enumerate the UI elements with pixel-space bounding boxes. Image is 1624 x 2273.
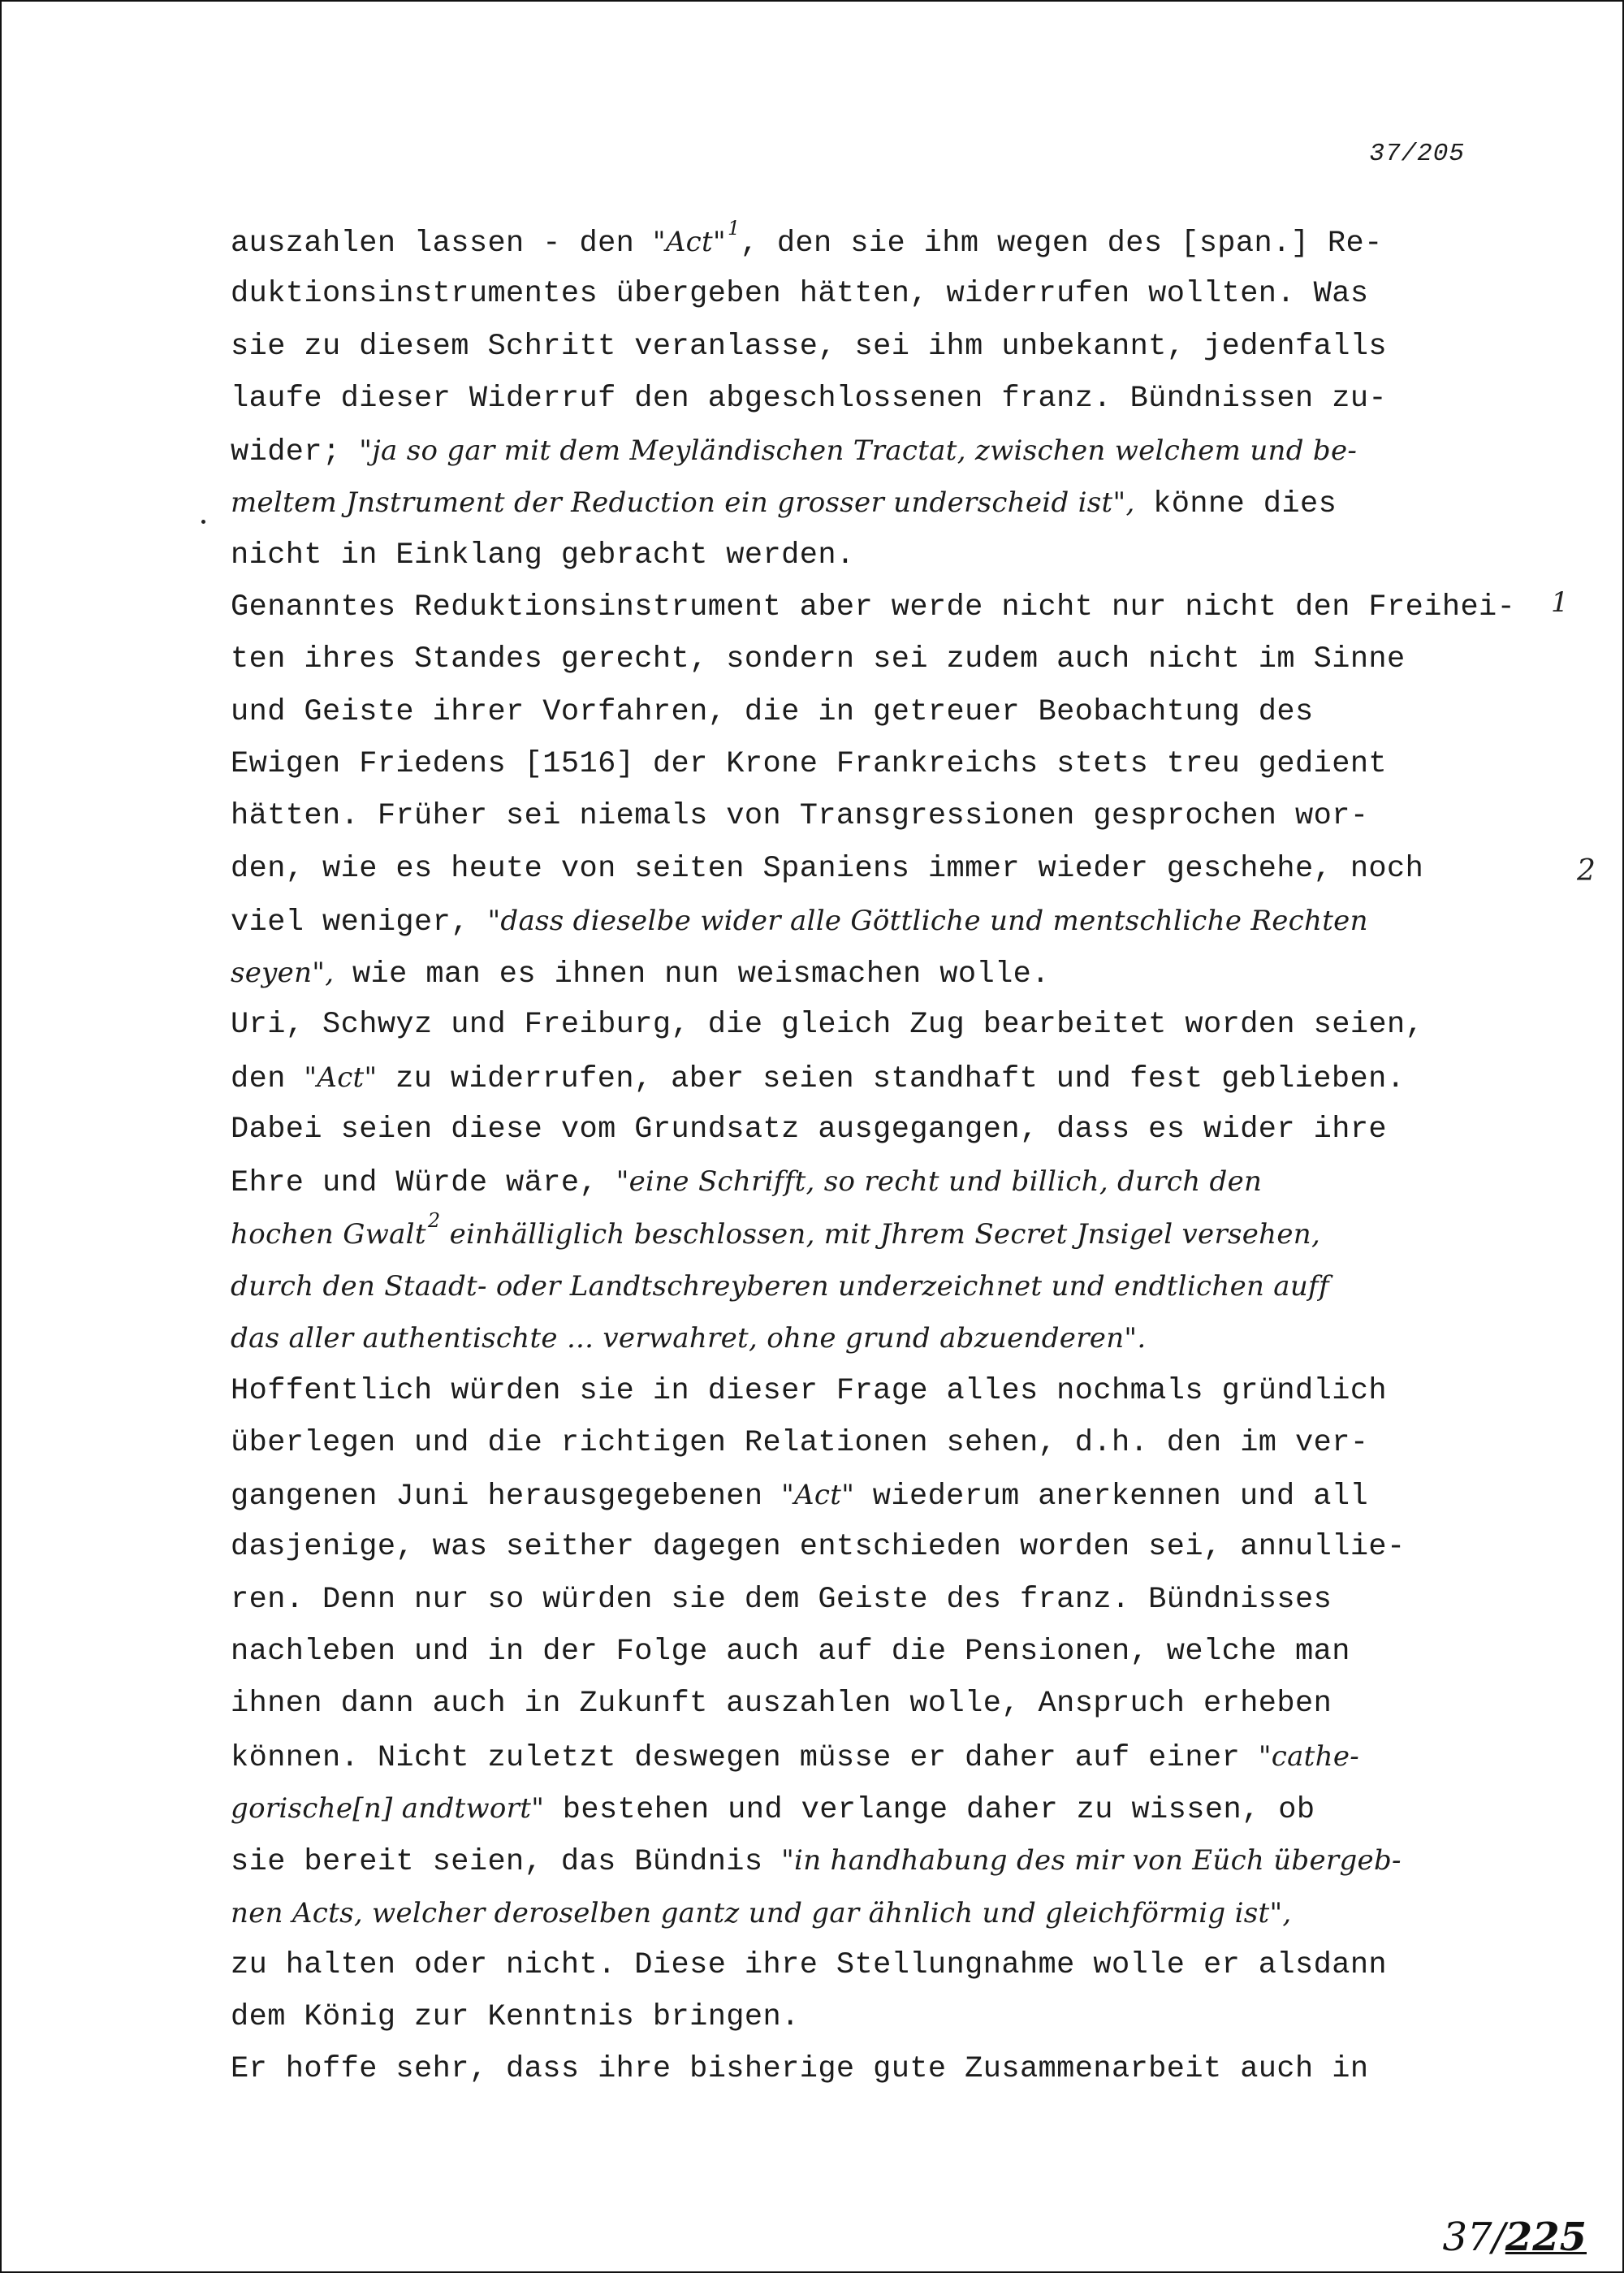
text-line: [231, 895, 1530, 947]
quoted-source-text: "in handhabung des mir von Eüch übergeb-: [781, 1844, 1402, 1878]
text-line: [231, 686, 1530, 738]
text-segment: Ewigen Friedens [1516] der Krone Frankreichs stets treu gedient: [231, 746, 1388, 781]
footnote-marker: 1: [727, 217, 741, 240]
folio-number: [1443, 2215, 1587, 2260]
text-line: [231, 947, 1530, 999]
text-segment: den, wie es heute von seiten Spaniens immer wieder geschehe, noch: [231, 851, 1424, 886]
folio-number-underlined: 225: [1505, 2215, 1587, 2260]
text-line: [231, 529, 1530, 581]
text-line: [231, 425, 1530, 477]
quoted-source-text: einhälliglich beschlossen, mit Jhrem Secret Jnsigel versehen,: [440, 1217, 1321, 1251]
text-segment: hätten. Früher sei niemals von Transgressionen gesprochen wor-: [231, 799, 1369, 834]
text-line: [231, 1104, 1530, 1156]
text-segment: nicht in Einklang gebracht werden.: [231, 538, 855, 573]
margin-note-1: 1: [1551, 586, 1569, 619]
folio-prefix: 37/: [1442, 2215, 1505, 2260]
text-line: [231, 268, 1530, 320]
text-line: [231, 999, 1530, 1051]
text-line: [231, 1731, 1530, 1783]
quoted-source-text: "dass dieselbe wider alle Göttliche und mentschliche Rechten: [487, 904, 1368, 937]
text-line: [231, 1052, 1530, 1104]
quoted-source-text: "Act": [304, 1061, 378, 1094]
text-line: [231, 1208, 1530, 1260]
text-line: [231, 1887, 1530, 1939]
text-segment: zu halten oder nicht. Diese ihre Stellungnahme wolle er alsdann: [231, 1947, 1388, 1982]
text-segment: gangenen Juni herausgegebenen: [231, 1480, 782, 1515]
quoted-source-text: hochen Gwalt: [231, 1217, 426, 1251]
text-line: [231, 321, 1530, 373]
text-line: [231, 633, 1530, 685]
text-line: [231, 581, 1530, 633]
text-line: [231, 477, 1530, 529]
footnote-marker: 2: [427, 1208, 441, 1232]
text-segment: Er hoffe sehr, dass ihre bisherige gute Zusammenarbeit auch in: [231, 2052, 1369, 2087]
text-segment: ren. Denn nur so würden sie dem Geiste des franz. Bündnisses: [231, 1582, 1332, 1617]
quoted-source-text: "eine Schrifft, so recht und billich, durch den: [615, 1165, 1263, 1199]
text-segment: Dabei seien diese vom Grundsatz ausgegangen, dass es wider ihre: [231, 1113, 1388, 1147]
text-line: [231, 1417, 1530, 1469]
margin-note-2: 2: [1577, 854, 1596, 888]
text-segment: ihnen dann auch in Zukunft auszahlen wolle, Anspruch erheben: [231, 1687, 1332, 1722]
text-segment: Genanntes Reduktionsinstrument aber werde nicht nur nicht den Freihei-: [231, 590, 1516, 625]
quoted-source-text: gorische[n] andtwort": [231, 1791, 545, 1825]
text-line: [231, 1260, 1530, 1312]
text-line: [231, 1834, 1530, 1886]
text-line: [231, 1156, 1530, 1208]
text-line: [231, 1469, 1530, 1521]
text-segment: dasjenige, was seither dagegen entschieden worden sei, annullie-: [231, 1530, 1406, 1565]
quoted-source-text: "Act": [781, 1479, 855, 1512]
text-segment: wider;: [231, 435, 360, 470]
text-line: [231, 1939, 1530, 1991]
text-line: [231, 2043, 1530, 2095]
text-line: [231, 790, 1530, 842]
quoted-source-text: "ja so gar mit dem Meyländischen Tractat, zwischen welchem und be-: [359, 434, 1358, 468]
text-line: [231, 843, 1530, 895]
quoted-source-text: "cathe-: [1258, 1739, 1360, 1773]
text-segment: bestehen und verlange daher zu wissen, ob: [544, 1792, 1315, 1827]
quoted-source-text: durch den Staadt- oder Landtschreyberen underzeichnet und endtlichen auff: [231, 1269, 1329, 1303]
text-segment: sie zu diesem Schritt veranlasse, sei ihm unbekannt, jedenfalls: [231, 329, 1388, 364]
text-segment: viel weniger,: [231, 905, 488, 940]
text-segment: auszahlen lassen - den: [231, 227, 653, 261]
text-line: [231, 1991, 1530, 2043]
text-line: [231, 738, 1530, 790]
text-segment: Hoffentlich würden sie in dieser Frage alles nochmals gründlich: [231, 1373, 1388, 1408]
text-line: [231, 1678, 1530, 1730]
text-segment: können. Nicht zuletzt deswegen müsse er daher auf einer: [231, 1740, 1259, 1775]
quoted-source-text: "Act": [652, 226, 726, 258]
text-segment: überlegen und die richtigen Relationen sehen, d.h. den im ver-: [231, 1425, 1369, 1460]
text-line: [231, 1626, 1530, 1678]
quoted-source-text: nen Acts, welcher deroselben gantz und gar ähnlich und gleichförmig ist",: [231, 1896, 1292, 1929]
text-segment: , den sie ihm wegen des [span.] Re-: [740, 227, 1383, 261]
text-line: [231, 1521, 1530, 1573]
text-segment: nachleben und in der Folge auch auf die Pensionen, welche man: [231, 1635, 1350, 1670]
quoted-source-text: seyen",: [231, 957, 335, 990]
text-line: [231, 1365, 1530, 1417]
text-line: [231, 1574, 1530, 1626]
document-body: [231, 216, 1530, 2096]
text-segment: wie man es ihnen nun weismachen wolle.: [334, 957, 1050, 992]
text-segment: und Geiste ihrer Vorfahren, die in getreuer Beobachtung des: [231, 694, 1314, 729]
quoted-source-text: das aller authentischte ... verwahret, ohne grund abzuenderen".: [231, 1322, 1147, 1355]
quoted-source-text: meltem Jnstrument der Reduction ein grosser underscheid ist",: [231, 486, 1135, 520]
text-line: [231, 373, 1530, 425]
text-segment: könne dies: [1134, 487, 1337, 522]
margin-dot: [201, 520, 205, 524]
text-segment: zu widerrufen, aber seien standhaft und fest geblieben.: [377, 1061, 1406, 1096]
text-segment: Ehre und Würde wäre,: [231, 1166, 616, 1201]
text-segment: wiederum anerkennen und all: [854, 1480, 1369, 1515]
text-segment: dem König zur Kenntnis bringen.: [231, 2000, 800, 2035]
text-segment: Uri, Schwyz und Freiburg, die gleich Zug bearbeitet worden seien,: [231, 1008, 1424, 1043]
text-segment: den: [231, 1061, 304, 1096]
text-line: [231, 1783, 1530, 1834]
text-segment: duktionsinstrumentes übergeben hätten, widerrufen wollten. Was: [231, 277, 1369, 312]
text-segment: laufe dieser Widerruf den abgeschlossenen franz. Bündnissen zu-: [231, 381, 1388, 416]
text-line: [231, 216, 1530, 268]
text-line: [231, 1312, 1530, 1364]
text-segment: ten ihres Standes gerecht, sondern sei zudem auch nicht im Sinne: [231, 642, 1406, 677]
page-number: 37/205: [1369, 140, 1465, 168]
text-segment: sie bereit seien, das Bündnis: [231, 1845, 782, 1880]
